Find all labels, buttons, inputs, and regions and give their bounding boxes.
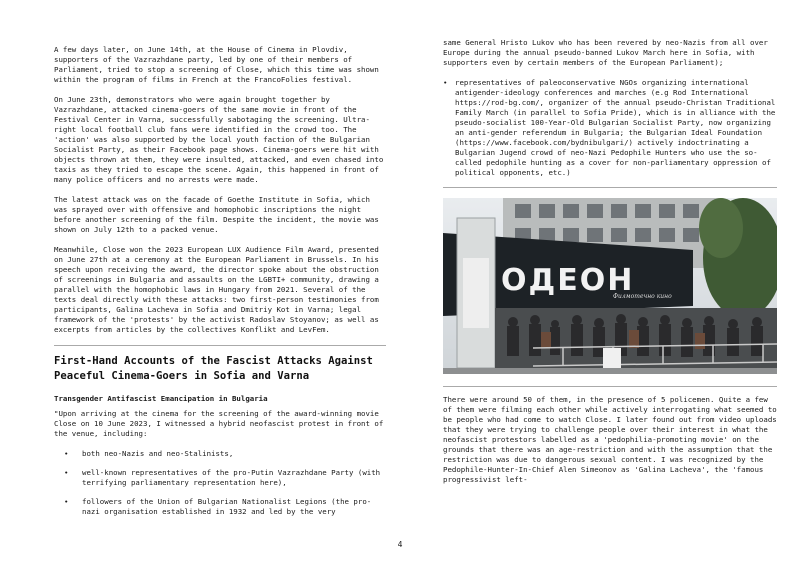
- bullet-icon: •: [64, 449, 69, 458]
- section-divider: [443, 187, 777, 188]
- paragraph-policemen: There were around 50 of them, in the presence of 5 policemen. Quite a few of them were filming each other while actively interrogating what seemed to be people who had come to watch Close. I later found out from video uploads that they were trying to challenge people over their interest in what the neofascist protestors labelled as a 'pedophilia-promoting movie' on the grounds that there was an age-restriction and with the assumption that the restriction was due to dangerous sexual content. I was recognized by the Pedophile-Hunter-In-Chief Alen Simeonov as 'Galina Lacheva', the 'famous progressivist left-: [443, 395, 777, 484]
- left-column: [54, 45, 386, 526]
- list-item: [54, 449, 386, 459]
- section-heading: First-Hand Accounts of the Fascist Attacks Against Peaceful Cinema-Goers in Sofia and Varna: [54, 355, 373, 382]
- right-column: [443, 38, 777, 495]
- list-item-text: both neo-Nazis and neo-Stalinists,: [82, 449, 234, 458]
- paragraph-goethe: The latest attack was on the facade of Goethe Institute in Sofia, which was sprayed over with offensive and homophobic inscriptions the night before another screening of the film. Despite the incident, the movie was shown on July 12th to a packed venue.: [54, 195, 379, 234]
- bullet-icon: •: [64, 497, 69, 506]
- list-item-text: well-known representatives of the pro-Putin Vazrazhdane Party (with terrifying parliamentary representation here),: [82, 468, 381, 487]
- paragraph-lux-award: Meanwhile, Close won the 2023 European LUX Audience Film Award, presented on June 27th at a ceremony at the European Parliament in Brussels. In his speech upon receiving the award, the director spoke about the obstruction of screenings in Bulgaria and assaults on the LGBTI+ community, drawing a parallel with the homophobic laws in Hungary from 2021. Several of the texts deal directly with these attacks: two first-person testimonies from participants, Galina Lacheva in Sofia and Dmitriy Kot in Varna; legal framework of the 'protests' by the activist Radoslav Stoyanov; as well as excerpts from articles by the collectives Konflikt and LevFem.: [54, 245, 379, 334]
- paragraph-continued: same General Hristo Lukov who has been revered by neo-Nazis from all over Europe during the annual pseudo-banned Lukov March here in Sofia, with supporters even by certain members of the European Parliament);: [443, 38, 768, 67]
- list-item: [443, 78, 777, 178]
- protest-list-continued: [443, 78, 777, 178]
- list-item-text: followers of the Union of Bulgarian Nationalist Legions (the pro-nazi organisation established in 1932 and led by the very: [82, 497, 372, 516]
- section-divider: [443, 386, 777, 387]
- list-item: [54, 497, 386, 517]
- cinema-sign-subtitle: Филмотечно кино: [613, 293, 672, 300]
- bullet-icon: •: [443, 78, 448, 87]
- section-subheading: Transgender Antifascist Emancipation in Bulgaria: [54, 394, 268, 403]
- paragraph-testimony: "Upon arriving at the cinema for the screening of the award-winning movie Close on 10 June 2023, I witnessed a hybrid neofascist protest in front of the venue, including:: [54, 409, 384, 438]
- bullet-icon: •: [64, 468, 69, 477]
- cinema-sign-text: ОДЕОН: [501, 263, 635, 298]
- list-item-text: representatives of paleoconservative NGOs organizing international antigender-ideology conferences and marches (e.g Rod International https://rod-bg.com/, organizer of the annual pseudo-Christan Traditional Family March (in parallel to Sofia Pride), which is in alliance with the pseudo-socialist 100-Year-Old Bulgarian Socialist Party, now organizing an anti-gender referendum in Bulgaria; the Bulgarian Ideal Foundation (https://www.facebook.com/bydnibulgari/) actively indoctrinating a Bulgarian Jugend crowd of neo-Nazi Pedophile Hunters who use the so-called pedophile hunting as a cover for non-parliamentary oppression of political opponents, etc.): [455, 78, 776, 177]
- paragraph-varna: On June 23th, demonstrators who were again brought together by Vazrazhdane, attacked cinema-goers of the same movie in front of the Festival Center in Varna, successfully sabotaging the screening. Ultra-right local football club fans were identified in the crowd too. The 'action' was also supported by the local youth faction of the Bulgarian Socialist Party, as their Facebook page shows. Cinema-goers were hit with objects thrown at them, they were insulted, attacked, and even chased into taxis as they tried to escape the scene. Again, this happened in front of many police officers and no arrests were made.: [54, 95, 384, 184]
- list-item: [54, 468, 386, 488]
- cinema-photo: [443, 198, 777, 374]
- section-divider: [54, 345, 386, 346]
- page-number: 4: [397, 540, 403, 549]
- paragraph-plovdiv: A few days later, on June 14th, at the House of Cinema in Plovdiv, supporters of the Vazrazhdane party, led by one of their members of Parliament, tried to stop a screening of Close, which this time was shown within the program of films in French at the FrancoFolies festival.: [54, 45, 379, 84]
- protest-list: [54, 449, 386, 517]
